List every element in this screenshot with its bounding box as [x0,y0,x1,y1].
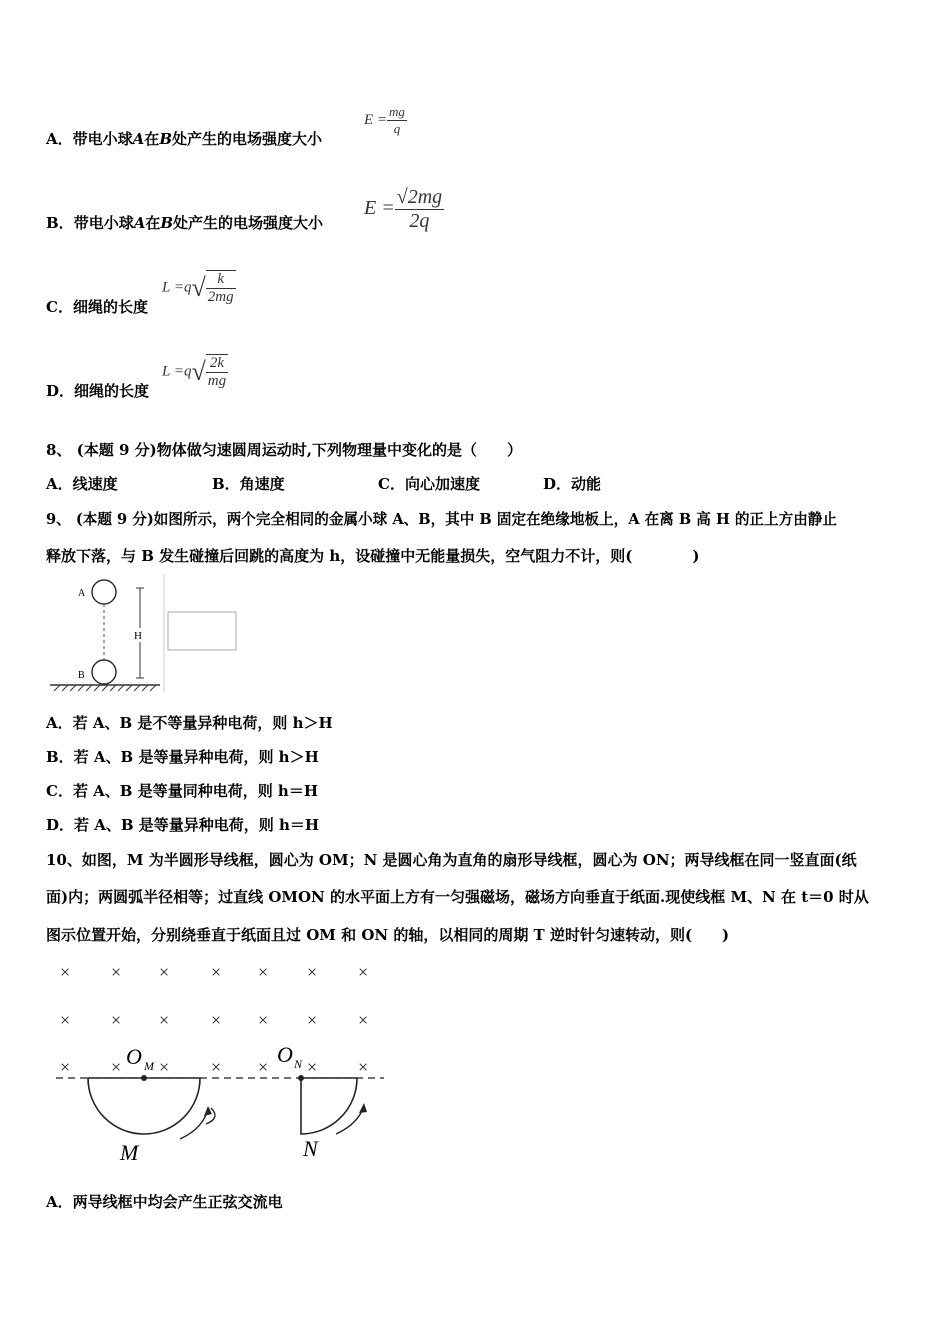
field-cross: × [258,962,269,982]
label-om: O [126,1044,142,1069]
q9-option-b: B．若 A、B 是等量异种电荷，则 h＞H [46,748,319,766]
field-cross: × [358,1010,369,1030]
q9-label-a: A [78,588,86,599]
center-on [298,1075,304,1081]
svg-text:M: M [144,1059,154,1073]
ball-a [92,580,116,604]
field-cross: × [258,1010,269,1030]
field-cross: × [358,1057,369,1077]
svg-text:N: N [294,1057,303,1071]
q7-option-c: C．细绳的长度 [46,298,148,316]
label-on: O [277,1042,293,1067]
field-cross: × [307,1010,318,1030]
q8-option-b: B．角速度 [212,475,285,493]
q7-option-d: D．细绳的长度 [46,382,150,400]
field-cross: × [358,962,369,982]
empty-box [168,612,236,650]
q10-stem-line3: 图示位置开始，分别绕垂直于纸面且过 OM 和 ON 的轴，以相同的周期 T 逆时针匀速转动，则( ) [46,926,730,944]
field-cross: × [211,962,222,982]
q9-figure [46,574,246,696]
q9-stem-line1: 9、 (本题 9 分)如图所示，两个完全相同的金属小球 A、B，其中 B 固定在绝缘地板上，A 在离 B 高 H 的正上方由静止 [46,511,837,528]
field-cross: × [60,962,71,982]
q7-b-formula: E = $\frac{√2mg}{2q}$ [364,186,443,232]
q8-stem: 8、 (本题 9 分)物体做匀速圆周运动时,下列物理量中变化的是（ ） [46,441,522,459]
q7-option-a: A．带电小球A在B处产生的电场强度大小 [46,130,323,148]
q9-stem-line2: 释放下落，与 B 发生碰撞后回跳的高度为 h，设碰撞中无能量损失，空气阻力不计，则( ) [46,547,700,565]
field-cross: × [258,1057,269,1077]
label-n: N [303,1136,318,1161]
field-cross: × [159,1057,170,1077]
center-om [141,1075,147,1081]
q9-label-b: B [78,670,85,681]
q7-c-formula: L =q√ $\frac{k}{2mg}$ [162,271,234,305]
q7-a-formula: E = $\frac{mg}{q}$ [364,104,405,136]
q9-option-c: C．若 A、B 是等量同种电荷，则 h＝H [46,782,319,800]
ground-hatch [54,685,156,691]
q10-stem-line1: 10、如图，M 为半圆形导线框，圆心为 OM；N 是圆心角为直角的扇形导线框，圆心为 ON；两导线框在同一竖直面(纸 [46,851,857,869]
q10-figure [46,956,396,1166]
field-cross: × [159,962,170,982]
field-cross: × [307,1057,318,1077]
q10-stem-line2: 面)内；两圆弧半径相等；过直线 OMON 的水平面上方有一匀强磁场，磁场方向垂直于纸面.现使线框 M、N 在 t＝0 时从 [46,888,869,906]
field-cross: × [60,1057,71,1077]
magnetic-field-crosses [60,962,368,1077]
frame-n [301,1078,357,1134]
q9-option-a: A．若 A、B 是不等量异种电荷，则 h＞H [46,714,333,732]
q8-option-c: C．向心加速度 [378,475,480,493]
label-m: M [120,1140,139,1165]
q9-label-h: H [134,630,142,642]
field-cross: × [159,1010,170,1030]
frame-m [88,1078,200,1134]
field-cross: × [211,1010,222,1030]
q7-option-b: B．带电小球A在B处产生的电场强度大小 [46,214,324,232]
field-cross: × [307,962,318,982]
field-cross: × [111,1057,122,1077]
field-cross: × [60,1010,71,1030]
q8-option-a: A．线速度 [46,475,118,493]
field-cross: × [111,962,122,982]
q8-option-d: D．动能 [543,475,602,493]
q7-d-formula: L =q√ $\frac{2k}{mg}$ [162,355,227,389]
field-cross: × [211,1057,222,1077]
ball-b [92,660,116,684]
q9-option-d: D．若 A、B 是等量异种电荷，则 h＝H [46,816,320,834]
q10-option-a: A．两导线框中均会产生正弦交流电 [46,1193,283,1211]
field-cross: × [111,1010,122,1030]
